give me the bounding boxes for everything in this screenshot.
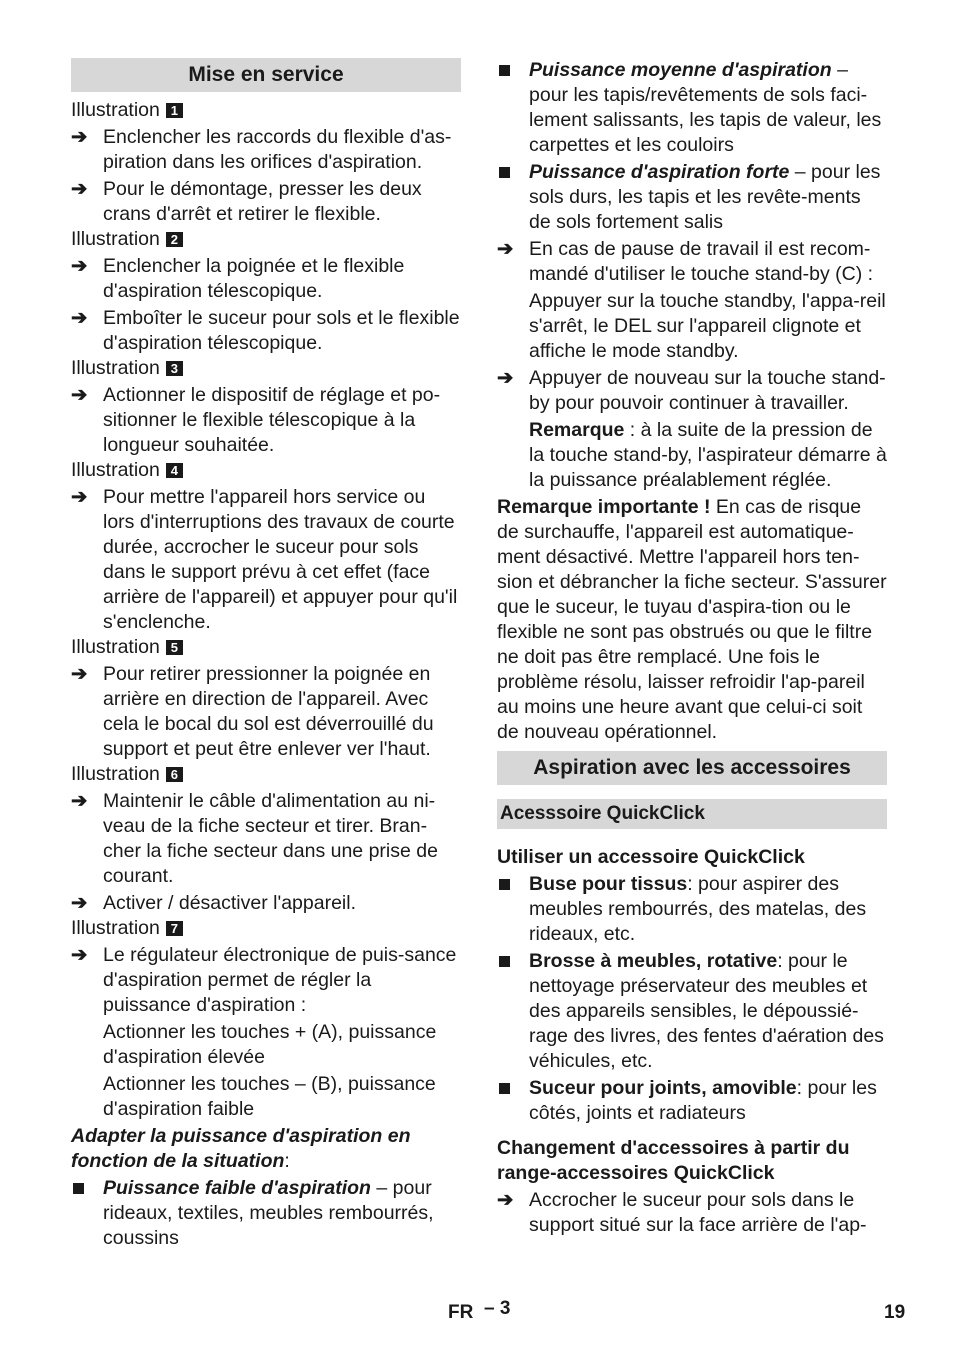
instruction-text: En cas de pause de travail il est recom-mandé d'utiliser le touche stand-by (C) : [529, 238, 874, 285]
list-item [71, 891, 461, 916]
page-footer [0, 1296, 954, 1326]
square-bullet-icon [499, 879, 510, 890]
illustration-label: Illustration [71, 636, 160, 658]
square-bullet-icon [499, 956, 510, 967]
arrow-right-icon: ➔ [71, 892, 88, 914]
important-label: Remarque importante ! [497, 496, 711, 518]
adapt-power-heading-text: Adapter la puissance d'aspiration en fonction de la situation [71, 1125, 411, 1172]
figure-number-badge: 1 [166, 103, 183, 118]
power-option-desc: – pour les sols durs, les tapis et les revête-ments de sols fortement salis [529, 161, 881, 233]
instruction-text: Appuyer de nouveau sur la touche stand-by pour pouvoir continuer à travailler. [529, 367, 886, 414]
arrow-right-icon: ➔ [71, 486, 88, 508]
adapt-power-colon: : [284, 1150, 290, 1172]
instruction-text: Pour retirer pressionner la poignée en arrière en direction de l'appareil. Avec cela le bocal du sol est déverrouillé du support et peut être enlever ver l'haut. [103, 663, 434, 760]
list-item [497, 58, 887, 158]
power-option-title: Puissance moyenne d'aspiration [529, 59, 832, 81]
subsection-heading-quickclick: Acesssoire QuickClick [497, 799, 887, 829]
remark-label: Remarque [529, 419, 625, 441]
accessory-desc: : pour les côtés, joints et radiateurs [529, 1077, 877, 1124]
instruction-text: Activer / désactiver l'appareil. [103, 892, 356, 914]
illustration-label: Illustration [71, 917, 160, 939]
illustration-ref-5 [71, 635, 461, 660]
square-bullet-icon [499, 1083, 510, 1094]
instruction-text: Accrocher le suceur pour sols dans le support situé sur la face arrière de l'ap- [529, 1189, 867, 1236]
power-option-desc: – pour les tapis/revêtements de sols faci-lement salissants, les tapis de valeur, les carpettes et les couloirs [529, 59, 882, 156]
list-item [71, 1176, 461, 1251]
arrow-right-icon: ➔ [71, 255, 88, 277]
language-code: FR [448, 1302, 474, 1323]
power-option-desc: – pour rideaux, textiles, meubles rembourrés, coussins [103, 1177, 434, 1249]
figure-number-badge: 4 [166, 463, 183, 478]
list-item [71, 943, 461, 1018]
square-bullet-icon [499, 65, 510, 76]
accessory-title: Buse pour tissus [529, 873, 688, 895]
illustration-ref-6 [71, 762, 461, 787]
instruction-text: Enclencher les raccords du flexible d'as-piration dans les orifices d'aspiration. [103, 126, 452, 173]
instruction-text: Le régulateur électronique de puis-sance d'aspiration permet de régler la puissance d'aspiration : [103, 944, 457, 1016]
figure-number-badge: 2 [166, 232, 183, 247]
illustration-ref-1 [71, 98, 461, 123]
accessory-desc: : pour aspirer des meubles rembourrés, des matelas, des rideaux, etc. [529, 873, 867, 945]
important-text: En cas de risque de surchauffe, l'appareil est automatique-ment désactivé. Mettre l'appareil hors ten-sion et débrancher la fiche secteur. S'assurer que le suceur, le tuyau d'aspira-tion ou le flexible ne sont pas obstrués ou que le filtre ne doit pas être remplacé. Une fois le problème résolu, laisser refroidir l'ap-pareil au moins une heure avant que celui-ci soit de nouveau opérationnel. [497, 496, 887, 743]
figure-number-badge: 7 [166, 921, 183, 936]
illustration-ref-4 [71, 458, 461, 483]
list-item [497, 160, 887, 235]
illustration-label: Illustration [71, 228, 160, 250]
accessory-text [529, 1076, 887, 1126]
illustration-ref-7 [71, 916, 461, 941]
instruction-text: Emboîter le suceur pour sols et le flexible d'aspiration télescopique. [103, 307, 460, 354]
accessory-text [529, 949, 887, 1074]
remark-text: : à la suite de la pression de la touche stand-by, l'aspirateur démarre à la puissance préalablement réglée. [529, 419, 887, 491]
list-item [497, 1188, 887, 1238]
square-bullet-icon [499, 167, 510, 178]
arrow-right-icon: ➔ [71, 663, 88, 685]
figure-number-badge: 6 [166, 767, 183, 782]
left-column [71, 58, 461, 1251]
page-number: 19 [884, 1302, 906, 1323]
section-page-ref: – 3 [484, 1298, 511, 1319]
square-bullet-icon [73, 1183, 84, 1194]
list-item [71, 254, 461, 304]
arrow-right-icon: ➔ [71, 307, 88, 329]
arrow-right-icon: ➔ [497, 1189, 514, 1211]
illustration-label: Illustration [71, 459, 160, 481]
illustration-label: Illustration [71, 763, 160, 785]
arrow-right-icon: ➔ [71, 126, 88, 148]
adapt-power-heading [71, 1124, 461, 1174]
accessory-title: Brosse à meubles, rotative [529, 950, 778, 972]
figure-number-badge: 3 [166, 361, 183, 376]
instruction-text: Pour mettre l'appareil hors service ou lors d'interruptions des travaux de courte durée, accrocher le suceur pour sols dans le support prévu à cet effet (face arrière de l'appareil) et appuyer pour qu'il s'enclenche. [103, 486, 458, 633]
right-column [497, 58, 887, 1238]
accessory-desc: : pour le nettoyage préservateur des meubles et des appareils sensibles, le dépoussié-rage des livres, des fentes d'aération des véhicules, etc. [529, 950, 884, 1072]
change-accessory-heading: Changement d'accessoires à partir du range-accessoires QuickClick [497, 1137, 850, 1184]
instruction-detail: Appuyer sur la touche standby, l'appa-reil s'arrêt, le DEL sur l'appareil clignote et affiche le mode standby. [529, 290, 886, 362]
arrow-right-icon: ➔ [71, 944, 88, 966]
list-item [497, 1076, 887, 1126]
list-item [71, 125, 461, 175]
arrow-right-icon: ➔ [71, 384, 88, 406]
illustration-ref-3 [71, 356, 461, 381]
list-item [497, 872, 887, 947]
arrow-right-icon: ➔ [497, 367, 514, 389]
power-option-text [103, 1176, 461, 1251]
list-item [71, 306, 461, 356]
instruction-detail: Actionner les touches – (B), puissance d'aspiration faible [103, 1073, 436, 1120]
list-item [497, 949, 887, 1074]
list-item [71, 485, 461, 635]
remark-note [497, 418, 887, 493]
important-note [497, 495, 887, 745]
list-item [71, 662, 461, 762]
list-item [71, 383, 461, 458]
section-heading-mise-en-service: Mise en service [71, 58, 461, 92]
illustration-label: Illustration [71, 99, 160, 121]
section-heading-accessories: Aspiration avec les accessoires [497, 751, 887, 785]
list-item [71, 789, 461, 889]
power-option-title: Puissance faible d'aspiration [103, 1177, 371, 1199]
illustration-ref-2 [71, 227, 461, 252]
figure-number-badge: 5 [166, 640, 183, 655]
list-item [71, 177, 461, 227]
arrow-right-icon: ➔ [71, 790, 88, 812]
arrow-right-icon: ➔ [497, 238, 514, 260]
instruction-text: Actionner le dispositif de réglage et po-sitionner le flexible télescopique à la longueur souhaitée. [103, 384, 441, 456]
list-item [497, 237, 887, 287]
instruction-text: Maintenir le câble d'alimentation au ni-veau de la fiche secteur et tirer. Bran-cher la fiche secteur dans une prise de courant. [103, 790, 438, 887]
illustration-label: Illustration [71, 357, 160, 379]
instruction-text: Pour le démontage, presser les deux crans d'arrêt et retirer le flexible. [103, 178, 422, 225]
power-option-text [529, 58, 887, 158]
use-quickclick-heading: Utiliser un accessoire QuickClick [497, 846, 805, 868]
instruction-text: Enclencher la poignée et le flexible d'aspiration télescopique. [103, 255, 405, 302]
instruction-detail: Actionner les touches + (A), puissance d'aspiration élevée [103, 1021, 437, 1068]
power-option-text [529, 160, 887, 235]
arrow-right-icon: ➔ [71, 178, 88, 200]
accessory-text [529, 872, 887, 947]
power-option-title: Puissance d'aspiration forte [529, 161, 790, 183]
accessory-title: Suceur pour joints, amovible [529, 1077, 797, 1099]
list-item [497, 366, 887, 416]
